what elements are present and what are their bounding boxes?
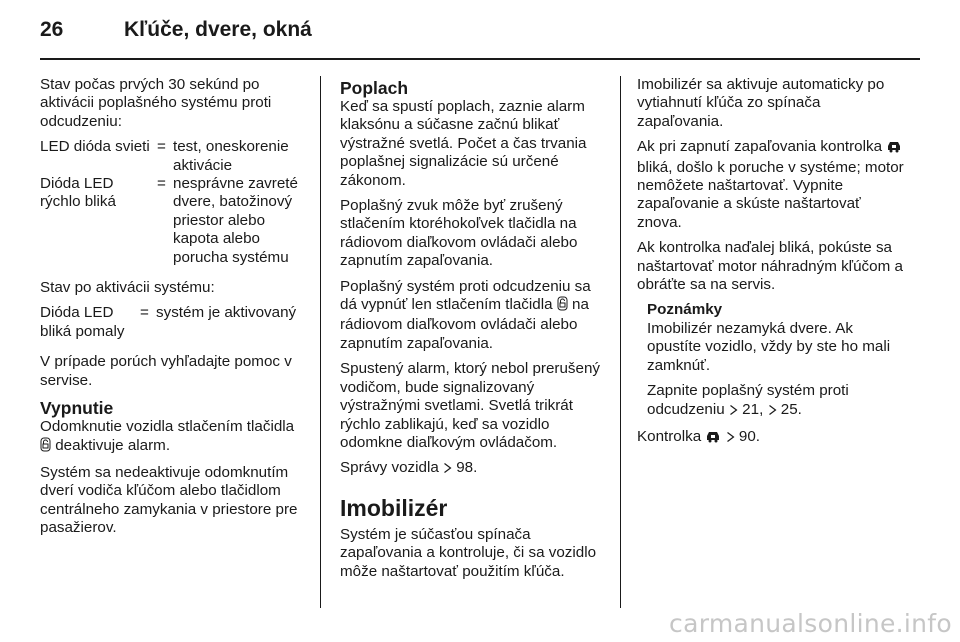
paragraph (637, 428, 905, 448)
column-divider-2 (620, 76, 621, 608)
left-column (40, 76, 306, 545)
column-divider-1 (320, 76, 321, 608)
text-span: deaktivuje alarm. (55, 436, 171, 454)
text-span: 25. (780, 400, 802, 418)
table-eq: = (157, 175, 166, 193)
table-desc: systém je aktivovaný (156, 304, 297, 322)
paragraph: Systém sa nedeaktivuje odomknutím dverí vodiča kľúčom alebo tlačidlom centrálneho zamykania v priestore pre pasažierov. (40, 463, 298, 537)
text-span: bliká, došlo k poruche v systéme; motor nemôžete naštartovať. Vypnite zapaľovanie a skúste naštartovať znova. (637, 158, 904, 231)
paragraph: Stav po aktivácii systému: (40, 279, 215, 297)
text-span: 90. (738, 427, 760, 445)
page-number: 26 (40, 18, 64, 41)
text-span: Odomknutie vozidla stlačením tlačidla (40, 418, 295, 436)
reference-arrow-icon (768, 403, 777, 421)
text-span: Ak pri zapnutí zapaľovania kontrolka (637, 138, 883, 156)
paragraph (340, 459, 608, 479)
section-heading-poplach: Poplach (340, 78, 409, 98)
paragraph: Systém je súčasťou spínača zapaľovania a kontroluje, či sa vozidlo môže naštartovať použitím kľúča. (340, 525, 597, 580)
table-term: Dióda LED rýchlo bliká (40, 175, 116, 211)
status-table-2 (40, 304, 306, 341)
text-span: 98. (456, 459, 478, 477)
paragraph (637, 138, 905, 232)
table-desc: test, oneskorenie aktivácie (173, 138, 289, 174)
immobilizer-warning-icon (886, 140, 902, 158)
section-heading-imobilizer: Imobilizér (340, 494, 448, 521)
unlock-key-icon (557, 296, 568, 316)
text-span: Poplašný systém proti odcudzeniu sa dá vypnúť len stlačením tlačidla (340, 277, 591, 314)
middle-column (340, 76, 608, 588)
paragraph: Imobilizér nezamyká dvere. Ak opustíte vozidlo, vždy by ste ho mali zamknúť. (647, 319, 891, 374)
paragraph (340, 278, 608, 354)
page-header (40, 14, 920, 58)
paragraph (647, 382, 905, 421)
table-eq: = (157, 138, 166, 156)
chapter-title: Kľúče, dvere, okná (124, 18, 312, 41)
right-column (637, 76, 905, 455)
table-term: LED dióda svieti (40, 138, 150, 156)
text-span: Správy vozidla (340, 459, 439, 477)
paragraph: Ak kontrolka naďalej bliká, pokúste sa naštartovať motor náhradným kľúčom a obráťte sa na servis. (637, 239, 903, 294)
paragraph: Poplašný zvuk môže byť zrušený stlačením ktoréhokoľvek tlačidla na rádiovom diaľkovom ovládači alebo zapnutím zapaľovania. (340, 197, 578, 270)
text-span: 21, (742, 400, 764, 418)
table-term: Dióda LED bliká pomaly (40, 304, 125, 340)
reference-arrow-icon (443, 461, 452, 479)
paragraph: Imobilizér sa aktivuje automaticky po vytiahnutí kľúča zo spínača zapaľovania. (637, 76, 885, 130)
reference-arrow-icon (726, 430, 735, 448)
paragraph: V prípade porúch vyhľadajte pomoc v servise. (40, 353, 292, 389)
text-span: Zapnite poplašný systém proti odcudzeniu (647, 382, 849, 418)
paragraph: Keď sa spustí poplach, zaznie alarm klaksónu a súčasne začnú blikať výstražné svetlá. Počet a čas trvania poplašnej signalizácie sú určené zákonom. (340, 98, 587, 189)
text-span: na rádiovom diaľkovom ovládači alebo zapnutím zapaľovania. (340, 296, 589, 352)
text-span: Kontrolka (637, 427, 702, 445)
section-heading-vypnutie: Vypnutie (40, 398, 114, 419)
header-rule (40, 58, 920, 60)
note-heading: Poznámky (647, 301, 723, 319)
note-box (637, 301, 905, 420)
paragraph (40, 418, 306, 457)
table-eq: = (140, 304, 149, 322)
immobilizer-warning-icon (705, 430, 721, 448)
watermark: carmanualsonline.info (669, 609, 952, 638)
table-desc: nesprávne zavreté dvere, batožinový priestor alebo kapota alebo porucha systému (173, 175, 298, 266)
paragraph: Stav počas prvých 30 sekúnd po aktivácii poplašného systému proti odcudzeniu: (40, 76, 272, 130)
paragraph: Spustený alarm, ktorý nebol prerušený vodičom, bude signalizovaný výstražnými svetlami. Svetlá trikrát rýchlo zablikajú, keď sa vozidlo odomkne diaľkovým ovládačom. (340, 360, 601, 451)
reference-arrow-icon (729, 403, 738, 421)
unlock-key-icon (40, 437, 51, 457)
status-table-1 (40, 138, 306, 267)
